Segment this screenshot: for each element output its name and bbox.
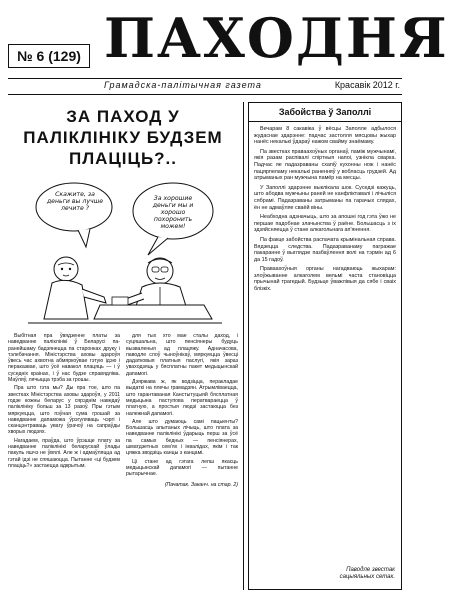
article-paragraph: Ці стане ад гэтага лепш якасць медыцынскай дапамогі — пытанне рытарычнае. <box>126 458 238 478</box>
masthead <box>0 0 449 90</box>
sidebar-title: Забойства ў Заполлі <box>248 102 402 122</box>
article-columns <box>8 333 238 488</box>
main-article <box>8 102 238 592</box>
continuation-note: (Пачатак. Заканч. на стар. 2) <box>164 481 238 488</box>
newspaper-title: ПАХОДНЯ <box>104 6 449 70</box>
sidebar-paragraph: Па звестках праваахоўных органаў, паміж мужчынамі, якія разам распівалі спіртныя напоі, узнікла сварка. Падчас яе падазраваны схапіў кухонны нож і нанёс пацярпеламу некалькі раненняў у вобласць грудзей. Ад атрыманых ран мужчына памёр на месцы. <box>254 148 396 182</box>
speech-bubble-patient: Скажите, за деньги вы лучше лечите ? <box>46 191 104 212</box>
tagline: Грамадска-палітычная газета <box>104 80 262 90</box>
sidebar-article <box>248 102 402 592</box>
article-paragraph: Але што думаюць самі пацыенты? Большасць апытаных лічыць, што плата за наведванне паліклінікі ўдарыць перш за ўсё па самых бедных — пенсіянерах, шматдзетных сем'ях і інвалідах, якім і так цяжка зводзіць канцы з канцамі. <box>126 418 238 457</box>
article-column-2 <box>126 333 238 488</box>
article-paragraph: Выбітная пра ўвядзенне платы за наведванне паліклінікі ў Беларусі па-ранейшаму бадзянецца па старонках друку і тэлебачання. Міністэрства аховы здароўя ўвесь час ахвотна абмяркоўвае гэтую ідэю і пераказвае, што ўсё навакол плацяць — і ў суседніх краінах, і ў нас будзе справядліва. Маўляў, лячыцца трэба за грошы. <box>8 333 120 384</box>
article-paragraph: Пра што гэта мы? Ды пра тое, што па звестках Міністэрства аховы здароўя, у 2011 годзе кожны беларус у сярэднім наведаў паліклініку больш за 13 разоў. Пры гэтым мяркуецца, што пэўная сума грошай за наведванне дапаможа ўрэгуляваць чэргі і сканцэнтраваць увагу ўрачоў на сапраўды хворых людзях. <box>8 385 120 436</box>
column-divider <box>243 102 244 590</box>
article-headline: ЗА ПАХОД У ПАЛІКЛІНІКУ БУДЗЕМ ПЛАЦІЦЬ?.. <box>23 107 223 168</box>
sidebar-paragraph: У Заполлі здарэнне выклікала шок. Суседзі кажуць, што абодва мужчыны раней не канфліктавалі і лічыліся сябрамі. Падазраваны затрыманы па гарачых слядах, ён не адмаўляе сваёй віны. <box>254 184 396 211</box>
masthead-rule <box>8 78 402 79</box>
sidebar-paragraph: Праваахоўныя органы нагадваюць жыхарам: злоўжыванне алкаголем вельмі часта становіцца прычынай трагедый. Будзьце ўважлівыя да сябе і сваіх блізкіх. <box>254 266 396 293</box>
issue-date: Красавік 2012 г. <box>334 80 400 90</box>
sidebar-credit: Паводле звестак сацыяльных сетак. <box>339 567 395 580</box>
speech-bubble-doctor: За хорошие деньги мы и хорошо похоронить можем! <box>152 195 194 230</box>
sidebar-body <box>248 122 402 590</box>
article-paragraph: Нагадаем, праўда, што ўрэшце плату за наведванне паліклінікі беларускай ўлады пакуль яшчэ не ўвялі. Але ж і адмаўляцца ад гэтай ідэі не спяшаюцца. Пытанне «ці будзем плаціць?» застаецца адкрытым. <box>8 437 120 469</box>
issue-number: № 6 (129) <box>8 44 90 68</box>
sidebar-paragraph: Па факце забойства распачата крымінальная справа. Вядзецца следства. Падазраванаму пагражае пакаранне ў выглядзе пазбаўлення волі на тэрмін ад 6 да 15 гадоў. <box>254 236 396 263</box>
masthead-bottom-rule <box>8 94 402 95</box>
sidebar-paragraph: Неабходна адзначыць, што за апошні год гэта ўжо не першае падобнае злачынства ў раёне. Большасць з іх здзяйсняецца ў стане алкагольнага ап'янення. <box>254 214 396 234</box>
sidebar-paragraph: Вечарам 8 сакавіка ў вёсцы Заполле адбылося жудаснае здарэнне: падчас застолля мясцовы жыхар нанёс некалькі ўдараў нажом свайму знаёмаму. <box>254 126 396 146</box>
article-paragraph: Дзяржава ж, як водзіцца, перакладае выдаткі на плечы грамадзян. Атрымліваецца, што гарантаваная Канстытуцыяй бясплатная медыцына паступова ператвараецца ў платную, а простыя людзі застаюцца без належнай дапамогі. <box>126 379 238 417</box>
article-paragraph: для тых хто мае сталы даход, і суцяшальна, што пенсіянеры будуць вызваленыя ад плацяжу. Адначасова, паводле слоў чыноўнікаў, мяркуецца ўвесці дадатковыя платныя паслугі, якія зараз уваходзяць у бясплатны пакет медыцынскай дапамогі. <box>126 333 238 377</box>
article-column-1 <box>8 333 120 488</box>
cartoon-illustration <box>8 177 238 327</box>
